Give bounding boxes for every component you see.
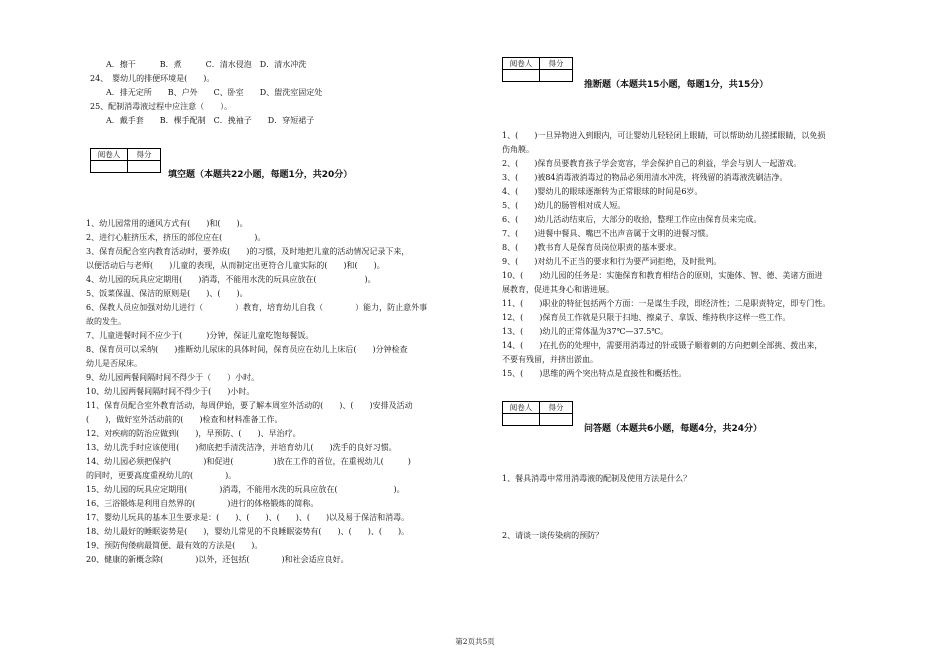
question-line: 15、幼儿园的玩具应定期用( )消毒，不能用水洗的玩具应放在( )。 [86, 485, 405, 494]
question-line: 4、幼儿园的玩具应定期用( )消毒，不能用水洗的玩具应放在( )。 [86, 275, 376, 284]
score-box-essay [502, 401, 573, 426]
question-line: 14、( )在扎伤的处理中，需要用消毒过的针或镊子顺着刺的方向把刺全部挑、拨出来， [502, 341, 823, 350]
question-line: 10、( )幼儿园的任务是：实施保育和教育相结合的原则，实施体、智、德、美诸方面进 [502, 271, 823, 280]
question-line: 3、( )被84消毒液消毒过的物品必须用清水冲洗，将残留的消毒液洗刷洁净。 [502, 173, 788, 182]
question-line: 15、( )思维的两个突出特点是直接性和概括性。 [502, 369, 687, 378]
score-cell [540, 70, 573, 82]
question-line: 不要有残留，并挤出淤血。 [502, 355, 598, 364]
question-line: 5、( )幼儿的肠管相对成人短。 [502, 201, 626, 210]
question-line: 9、幼儿园两餐间隔时间不得少于（ ）小时。 [86, 373, 260, 382]
question-line: 11、( )职业的特征包括两个方面：一是谋生手段，即经济性；二是职责特定，即专门性。 [502, 299, 831, 308]
question-line: 的同时，更要高度重视幼儿的( )。 [86, 471, 237, 480]
question-line: 3、保育员配合室内教育活动时，要养成( )的习惯，及时地把儿童的活动情况记录下来， [86, 247, 410, 256]
question-line: 7、儿童进餐时间不应少于( )分钟，保证儿童吃饱每餐饭。 [86, 331, 314, 340]
question-line: 2、进行心脏挤压术，挤压的部位应在( )。 [86, 233, 266, 242]
section-title-essay: 问答题（本题共6小题，每题4分，共24分） [584, 424, 763, 434]
question-line: 伤角膜。 [502, 145, 534, 154]
reviewer-cell [91, 161, 128, 173]
reviewer-label: 阅卷人 [503, 58, 540, 70]
question-line: 2、( )保育员要教育孩子学会宽容，学会保护自己的利益，学会与别人一起游戏。 [502, 159, 802, 168]
question-line: 8、( )教书育人是保育员岗位职责的基本要求。 [502, 243, 682, 252]
score-cell [540, 414, 573, 426]
score-label: 得分 [540, 58, 573, 70]
score-label: 得分 [540, 402, 573, 414]
score-label: 得分 [128, 149, 161, 161]
question-line: 12、对疾病的防治应做到( )，早预防、( )、早治疗。 [86, 429, 301, 438]
question-line: 8、保育员可以采纳( )推断幼儿尿床的具体时间，保育员应在幼儿上床后( )分钟检查 [86, 345, 408, 354]
question-line: 7、( )进餐中餐具、嘴巴不出声音属于文明的进餐习惯。 [502, 229, 714, 238]
question-line: A．排无定所 B、户外 C、卧室 D、盥洗室固定处 [106, 88, 323, 97]
score-cell [128, 161, 161, 173]
question-line: 13、( )幼儿的正常体温为37℃—37.5℃。 [502, 327, 669, 336]
reviewer-label: 阅卷人 [91, 149, 128, 161]
question-line: 24、 婴幼儿的排便环境是( )。 [90, 74, 215, 83]
question-line: A．戴手套 B．棵手配制 C．挽袖子 D．穿短裙子 [106, 116, 315, 125]
score-box-fill [90, 148, 161, 173]
question-line: 14、幼儿园必须把保护( )和促进( )放在工作的首位，在重视幼儿( ) [86, 457, 411, 466]
question-line: 13、幼儿洗手时应该使用( )彻底把手清洗洁净，并培育幼儿( )洗手的良好习惯。 [86, 443, 397, 452]
question-line: 18、幼儿最好的睡眠姿势是( )，婴幼儿常见的不良睡眠姿势有( )、( )、( )。 [86, 527, 410, 536]
question-line: 6、保教人员应加强对幼儿进行（ ）教育，培育幼儿自我（ ）能力，防止意外事 [86, 303, 428, 312]
question-line: 1、幼儿园常用的通风方式有( )和( )。 [86, 219, 248, 228]
section-title-fill-blank: 填空题（本题共22小题，每题1分，共20分） [168, 170, 353, 180]
question-line: 17、婴幼儿玩具的基本卫生要求是：( )、( )、( )、( )以及易于保洁和消毒。 [86, 513, 410, 522]
question-line: ( )，做好室外活动前的( )检查和材料准备工作。 [86, 415, 283, 424]
question-line: 1、( )一旦异物进入到眼内，可让婴幼儿轻轻闭上眼睛，可以帮助幼儿搓揉眼睛，以免损 [502, 131, 826, 140]
reviewer-label: 阅卷人 [503, 402, 540, 414]
question-line: 5、饭菜保温、保洁的原则是( )、( )。 [86, 289, 248, 298]
question-line: A．擦干 B．煮 C．清水侵泡 D．清水冲洗 [106, 60, 307, 69]
question-line: 11、保育员配合室外教育活动，每周伊始，要了解本周室外活动的( )、( )安排及活动 [86, 401, 413, 410]
question-line: 以便活动后与老师( )儿童的表现，从而制定出更符合儿童实际的( )和( )。 [86, 261, 385, 270]
score-box-judgment [502, 57, 573, 82]
question-line: 幼儿是否尿床。 [86, 359, 142, 368]
question-line: 20、健康的新概念除( )以外，还包括( )和社会适应良好。 [86, 555, 349, 564]
question-line: 2、请谈一谈传染病的预防？ [502, 531, 604, 540]
reviewer-cell [503, 70, 540, 82]
question-line: 展教育，促进其身心和谐进展。 [502, 285, 614, 294]
question-line: 10、幼儿园两餐间隔时间不得少于( )小时。 [86, 387, 255, 396]
reviewer-cell [503, 414, 540, 426]
question-line: 9、( )对幼儿不正当的要求和行为要严词拒绝，及时批判。 [502, 257, 722, 266]
question-line: 故的发生。 [86, 317, 126, 326]
section-title-judgment: 推断题（本题共15小题，每题1分，共15分） [584, 80, 769, 90]
question-line: 1、餐具消毒中常用消毒液的配制及使用方法是什么？ [502, 474, 692, 483]
question-line: 6、( )幼儿活动结束后，大部分的收拾，整理工作应由保育员来完成。 [502, 215, 762, 224]
question-line: 25、配制消毒液过程中应注意（ ）。 [90, 102, 233, 111]
question-line: 16、三浴锻炼是利用自然界的( )进行的体格锻炼的简称。 [86, 499, 319, 508]
question-line: 12、( )保育员工作就是只限于扫地、擦桌子、拿饭、维持秩序这样一些工作。 [502, 313, 791, 322]
page-number: 第2页共5页 [455, 637, 495, 646]
question-line: 4、( )婴幼儿的眼球逐渐转为正常眼球的时间是6岁。 [502, 187, 703, 196]
question-line: 19、预防佝偻病最简便、最有效的方法是( )。 [86, 541, 263, 550]
